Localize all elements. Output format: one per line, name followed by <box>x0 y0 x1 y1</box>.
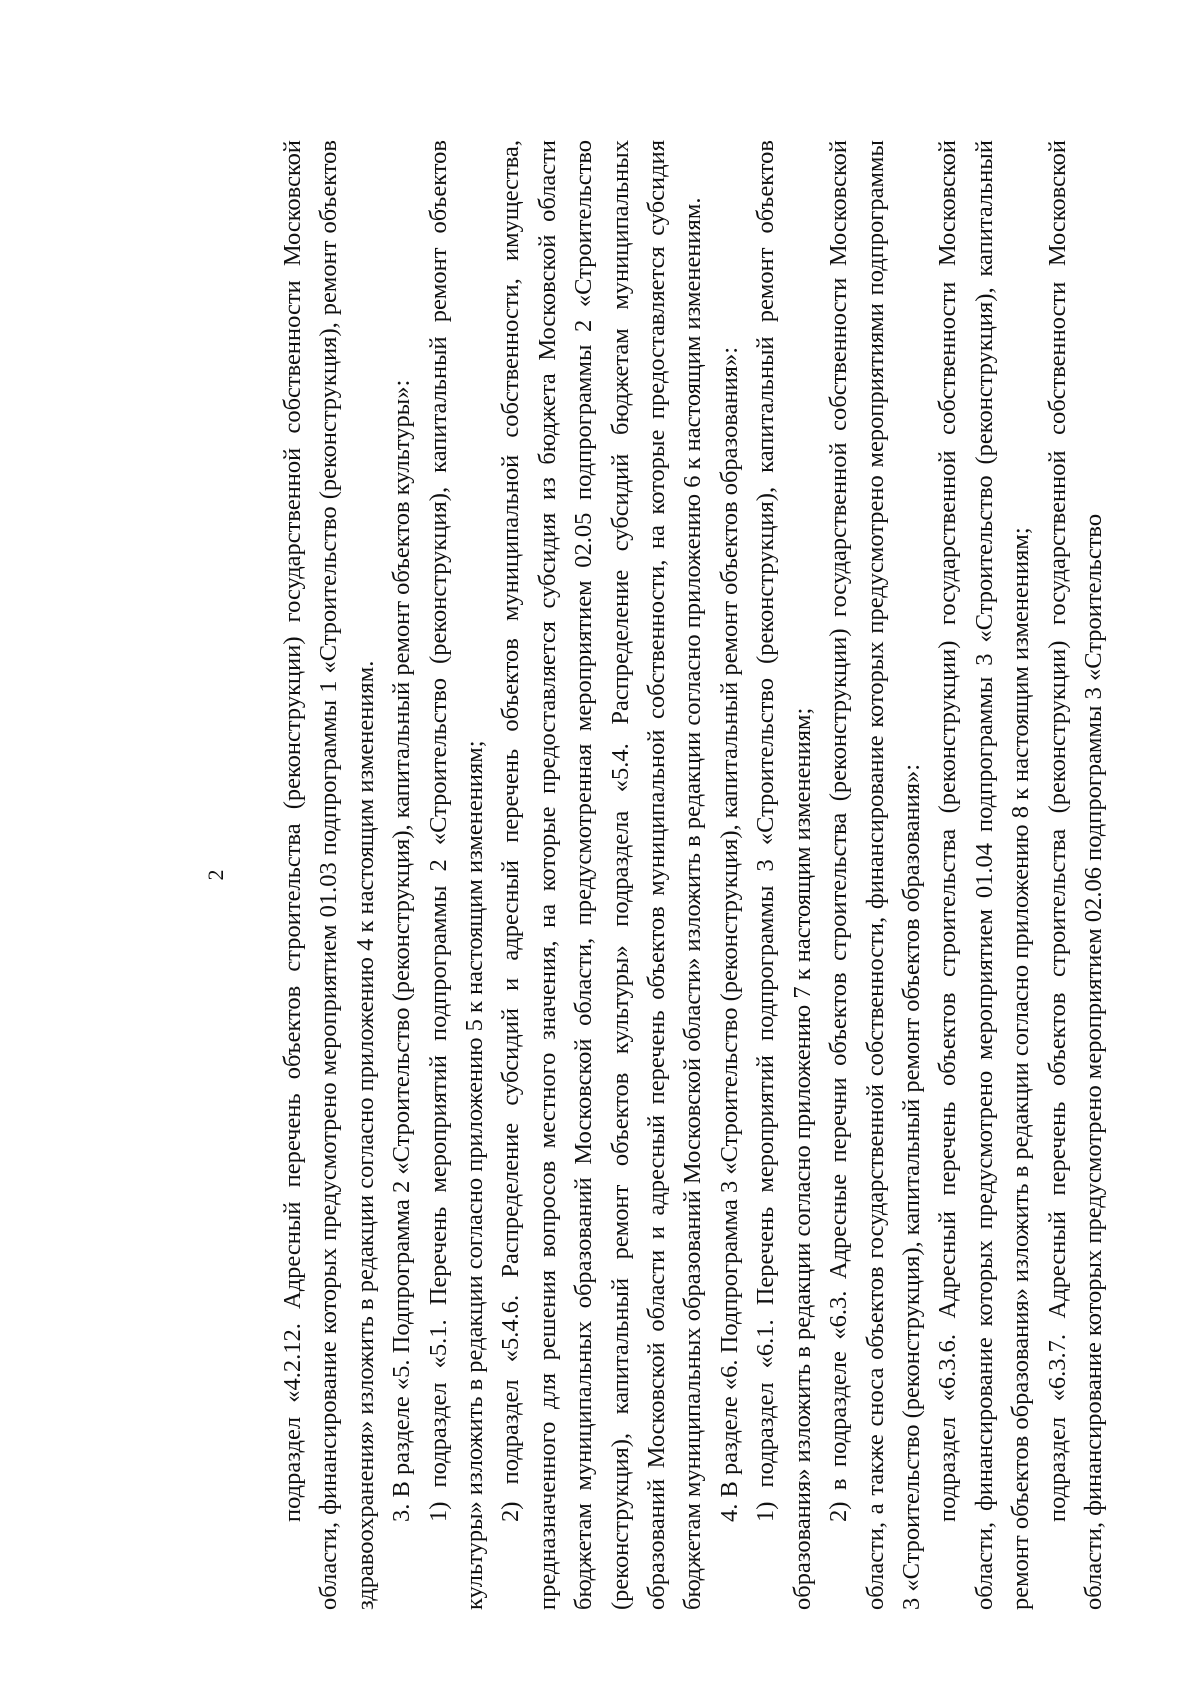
paragraph-7: 2) в подразделе «6.3. Адресные перечни объектов строительства (реконструкции) государственной собственности Московской области, а также сноса объектов государственной собственности, финансирование которых предусмотрено мероприятиями подпрограммы 3 «Строительство (реконструкция), капитальный ремонт объектов образования»: <box>825 140 925 1610</box>
document-body <box>275 140 1112 1610</box>
paragraph-9: подраздел «6.3.7. Адресный перечень объектов строительства (реконструкции) государственной собственности Московской области, финансирование которых предусмотрено мероприятием 02.06 подпрограммы 3 «Строительство <box>1043 140 1107 1610</box>
rotated-content <box>175 140 1135 1610</box>
paragraph-4: 2) подраздел «5.4.6. Распределение субсидий и адресный перечень объектов муниципальной собственности, имущества, предназначенного для решения вопросов местного значения, на которые предоставляется субсидия из бюджета Московской области бюджетам муниципальных образований Московской области, предусмотренная мероприятием 02.05 подпрограммы 2 «Строительство (реконструкция), капитальный ремонт объектов культуры» подраздела «5.4. Распределение субсидий бюджетам муниципальных образований Московской области и адресный перечень объектов муниципальной собственности, на которые предоставляется субсидия бюджетам муниципальных образований Московской области» изложить в редакции согласно приложению 6 к настоящим изменениям. <box>497 140 707 1610</box>
paragraph-1: подраздел «4.2.12. Адресный перечень объектов строительства (реконструкции) государственной собственности Московской области, финансирование которых предусмотрено мероприятием 01.03 подпрограммы 1 «Строительство (реконструкция), ремонт объектов здравоохранения» изложить в редакции согласно приложению 4 к настоящим изменениям. <box>279 140 379 1610</box>
paragraph-5: 4. В разделе «6. Подпрограмма 3 «Строительство (реконструкция), капитальный ремонт объектов образования»: <box>715 346 743 1522</box>
paragraph-2: 3. В разделе «5. Подпрограмма 2 «Строительство (реконструкция), капитальный ремонт объектов культуры»: <box>388 379 416 1522</box>
paragraph-6: 1) подраздел «6.1. Перечень мероприятий подпрограммы 3 «Строительство (реконструкция), капитальный ремонт объектов образования» изложить в редакции согласно приложению 7 к настоящим изменениям; <box>752 140 816 1610</box>
paragraph-3: 1) подраздел «5.1. Перечень мероприятий подпрограммы 2 «Строительство (реконструкция), капитальный ремонт объектов культуры» изложить в редакции согласно приложению 5 к настоящим изменениям; <box>424 140 489 1610</box>
paragraph-8: подраздел «6.3.6. Адресный перечень объектов строительства (реконструкции) государственной собственности Московской области, финансирование которых предусмотрено мероприятием 01.04 подпрограммы 3 «Строительство (реконструкция), капитальный ремонт объектов образования» изложить в редакции согласно приложению 8 к настоящим изменениям; <box>934 140 1035 1610</box>
page-number: 2 <box>203 869 228 881</box>
